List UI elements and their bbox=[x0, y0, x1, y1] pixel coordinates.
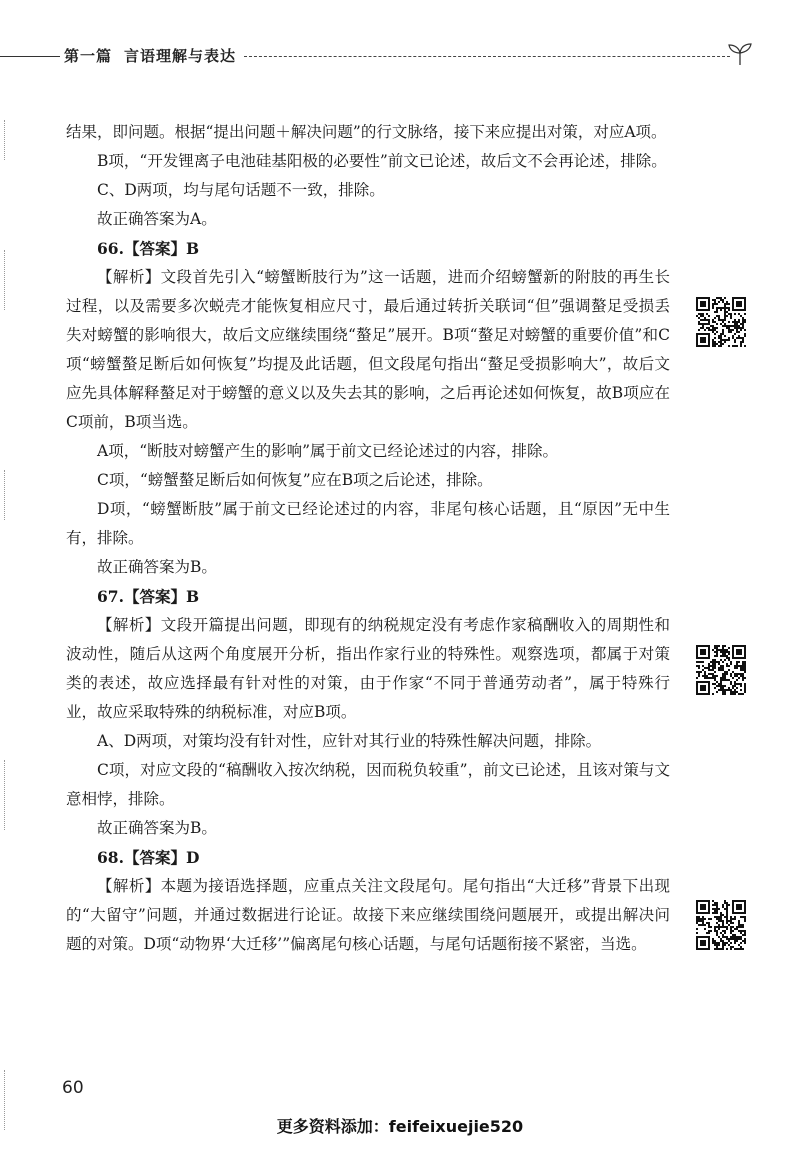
binding-mark bbox=[4, 470, 5, 520]
page-number: 60 bbox=[62, 1078, 84, 1098]
binding-mark bbox=[4, 250, 5, 310]
analysis-paragraph: 【解析】文段开篇提出问题，即现有的纳税规定没有考虑作家稿酬收入的周期性和波动性，随后从这两个角度展开分析，指出作家行业的特殊性。观察选项，都属于对策类的表述，故应选择最有针对性的对策，由于作家“不同于普通劳动者”，属于特殊行业，故应采取特殊的纳税标准，对应B项。 bbox=[66, 616, 670, 721]
paragraph: C项，对应文段的“稿酬收入按次纳税，因而税负较重”，前文已论述，且该对策与文意相悖，排除。 bbox=[66, 761, 670, 808]
header-section: 言语理解与表达 bbox=[124, 47, 237, 65]
analysis-paragraph: 【解析】本题为接语选择题，应重点关注文段尾句。尾句指出“大迁移”背景下出现的“大留守”问题，并通过数据进行论证。故接下来应继续围绕问题展开，或提出解决问题的对策。D项“动物界‘大迁移’”偏离尾句核心话题，与尾句话题衔接不紧密，当选。 bbox=[66, 877, 670, 953]
paragraph: D项，“螃蟹断肢”属于前文已经论述过的内容，非尾句核心话题，且“原因”无中生有，排除。 bbox=[66, 500, 670, 547]
binding-mark bbox=[4, 120, 5, 160]
answer-explanations bbox=[66, 118, 670, 959]
promo-footer: 更多资料添加：feifeixuejie520 bbox=[276, 1117, 524, 1136]
header-title bbox=[64, 45, 236, 66]
header-part: 第一篇 bbox=[64, 47, 113, 65]
qr-code-67[interactable] bbox=[696, 645, 746, 695]
paragraph: A、D两项，对策均没有针对性，应针对其行业的特殊性解决问题，排除。 bbox=[97, 732, 602, 750]
header-rule-left bbox=[0, 56, 60, 57]
answer-heading-68: 68.【答案】D bbox=[97, 848, 200, 867]
header-rule-right bbox=[244, 56, 730, 57]
binding-mark bbox=[4, 760, 5, 830]
paragraph: C、D两项，均与尾句话题不一致，排除。 bbox=[97, 181, 385, 199]
paragraph: A项，“断肢对螃蟹产生的影响”属于前文已经论述过的内容，排除。 bbox=[97, 442, 559, 460]
running-header bbox=[0, 40, 800, 70]
paragraph: 结果，即问题。根据“提出问题＋解决问题”的行文脉络，接下来应提出对策，对应A项。 bbox=[66, 123, 667, 141]
paragraph: C项，“螃蟹螯足断后如何恢复”应在B项之后论述，排除。 bbox=[97, 471, 493, 489]
qr-code-68[interactable] bbox=[696, 900, 746, 950]
analysis-paragraph: 【解析】文段首先引入“螃蟹断肢行为”这一话题，进而介绍螃蟹新的附肢的再生长过程，以及需要多次蜕壳才能恢复相应尺寸，最后通过转折关联词“但”强调螯足受损丢失对螃蟹的影响很大，故后文应继续围绕“螯足”展开。B项“螯足对螃蟹的重要价值”和C项“螃蟹螯足断后如何恢复”均提及此话题，但文段尾句指出“螯足受损影响大”，故后文应先具体解释螯足对于螃蟹的意义以及失去其的影响，之后再论述如何恢复，故B项应在C项前，B项当选。 bbox=[66, 268, 670, 431]
answer-heading-67: 67.【答案】B bbox=[97, 587, 200, 606]
paragraph: 故正确答案为A。 bbox=[97, 210, 217, 228]
qr-code-66[interactable] bbox=[696, 297, 746, 347]
paragraph: 故正确答案为B。 bbox=[97, 819, 217, 837]
sprout-icon bbox=[726, 42, 754, 66]
paragraph: 故正确答案为B。 bbox=[97, 558, 217, 576]
answer-heading-66: 66.【答案】B bbox=[97, 239, 200, 258]
paragraph: B项，“开发锂离子电池硅基阳极的必要性”前文已论述，故后文不会再论述，排除。 bbox=[97, 152, 667, 170]
